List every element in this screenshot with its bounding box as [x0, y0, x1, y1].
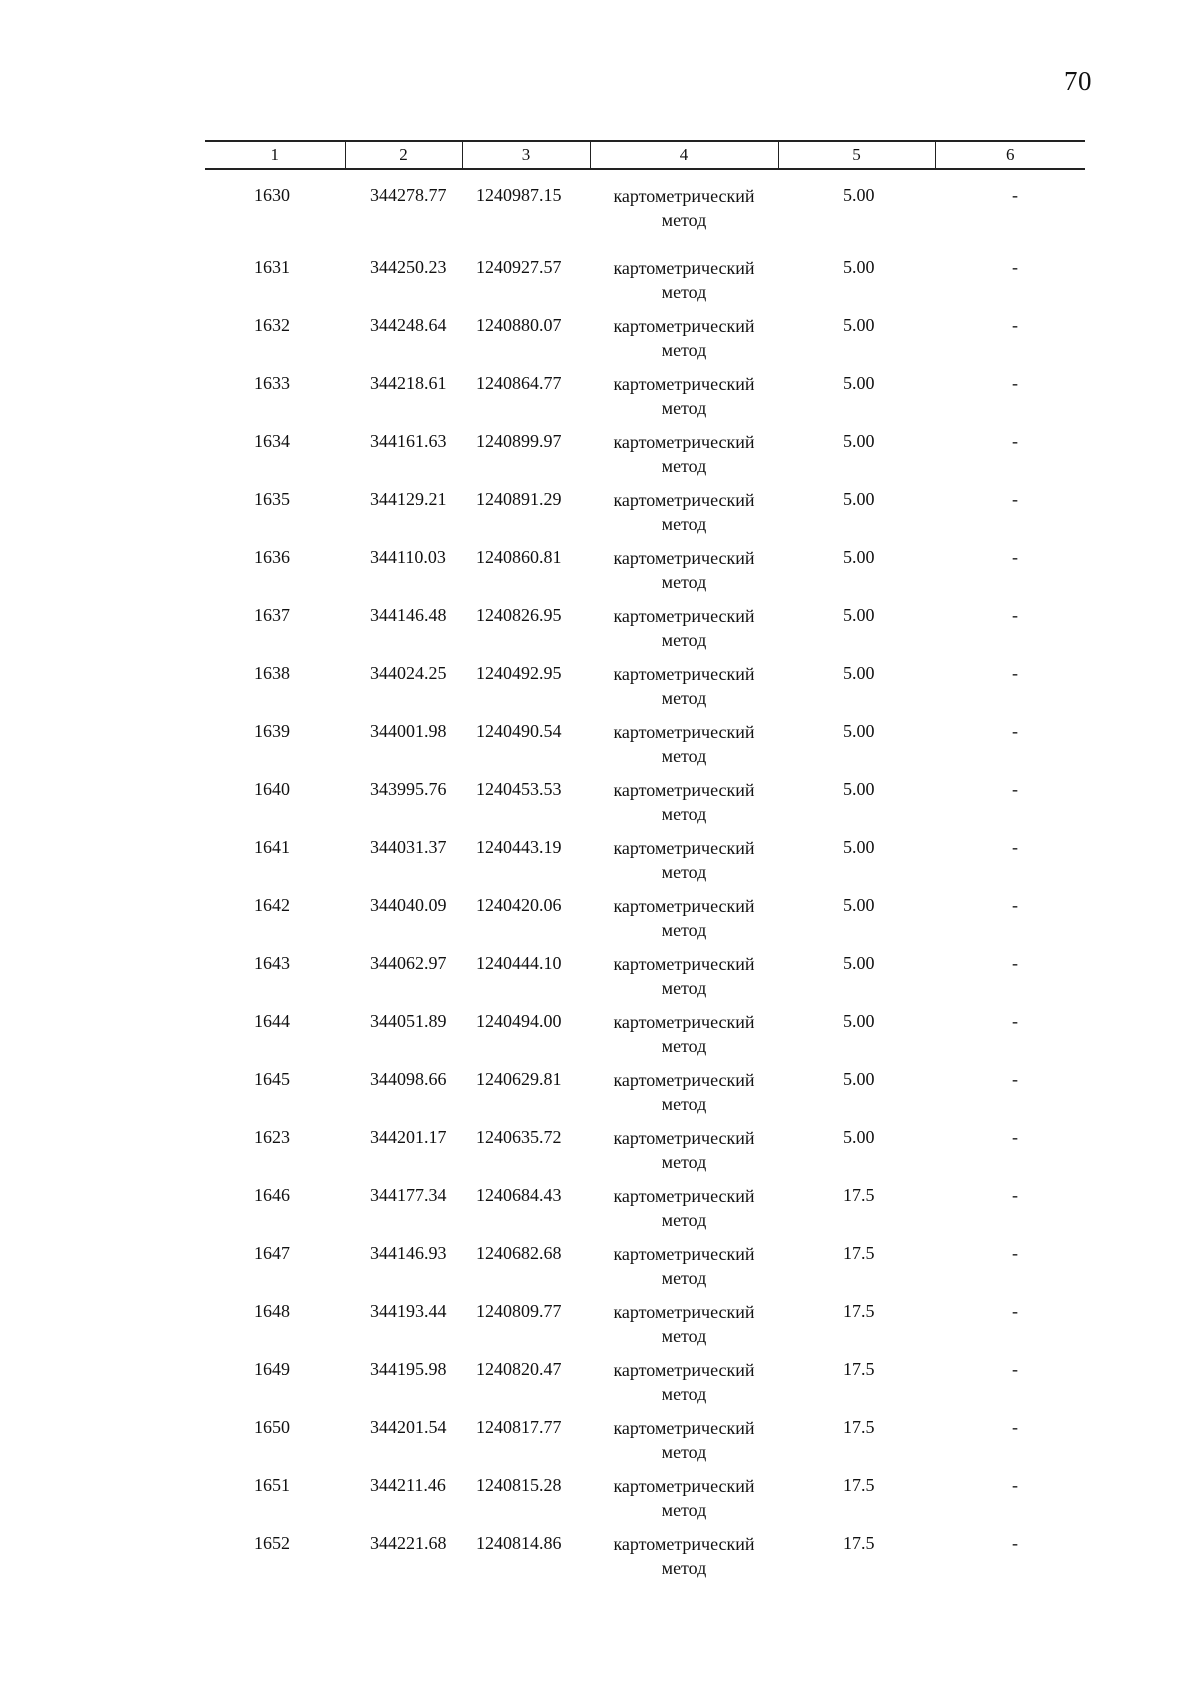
y-coordinate-cell: 1240682.68	[476, 1243, 562, 1263]
method-line-1: картометрический	[613, 896, 755, 916]
note-cell: -	[1012, 953, 1018, 973]
point-number-cell: 1645	[254, 1069, 290, 1089]
point-number-cell: 1630	[254, 185, 290, 205]
method-cell	[590, 720, 778, 778]
note-cell: -	[1012, 431, 1018, 451]
accuracy-cell: 5.00	[843, 663, 875, 683]
method-cell	[590, 1010, 778, 1068]
y-coordinate-cell: 1240443.19	[476, 837, 562, 857]
method-line-2: метод	[661, 340, 707, 360]
note-cell: -	[1012, 1533, 1018, 1553]
table-row	[205, 1126, 1085, 1184]
method-line-1: картометрический	[613, 1244, 755, 1264]
x-coordinate-cell: 344218.61	[370, 373, 447, 393]
table-row	[205, 1068, 1085, 1126]
table-row	[205, 169, 1085, 256]
method-line-1: картометрический	[613, 1012, 755, 1032]
y-coordinate-cell: 1240492.95	[476, 663, 562, 683]
y-coordinate-cell: 1240820.47	[476, 1359, 562, 1379]
x-coordinate-cell: 343995.76	[370, 779, 447, 799]
accuracy-cell: 5.00	[843, 895, 875, 915]
accuracy-cell: 5.00	[843, 1011, 875, 1031]
point-number-cell: 1633	[254, 373, 290, 393]
method-line-2: метод	[661, 514, 707, 534]
point-number-cell: 1635	[254, 489, 290, 509]
accuracy-cell: 5.00	[843, 1127, 875, 1147]
y-coordinate-cell: 1240490.54	[476, 721, 562, 741]
y-coordinate-cell: 1240826.95	[476, 605, 562, 625]
method-line-2: метод	[661, 688, 707, 708]
method-line-1: картометрический	[613, 258, 755, 278]
method-line-2: метод	[661, 1384, 707, 1404]
x-coordinate-cell: 344051.89	[370, 1011, 447, 1031]
method-line-2: метод	[661, 1442, 707, 1462]
accuracy-cell: 17.5	[843, 1417, 875, 1437]
y-coordinate-cell: 1240880.07	[476, 315, 562, 335]
method-cell	[590, 604, 778, 662]
note-cell: -	[1012, 1475, 1018, 1495]
column-header-6: 6	[935, 141, 1085, 169]
x-coordinate-cell: 344278.77	[370, 185, 447, 205]
accuracy-cell: 5.00	[843, 779, 875, 799]
method-line-1: картометрический	[613, 838, 755, 858]
x-coordinate-cell: 344146.93	[370, 1243, 447, 1263]
method-line-2: метод	[661, 746, 707, 766]
note-cell: -	[1012, 837, 1018, 857]
method-line-2: метод	[661, 978, 707, 998]
table-header	[205, 141, 1085, 169]
method-line-2: метод	[661, 1500, 707, 1520]
point-number-cell: 1642	[254, 895, 290, 915]
note-cell: -	[1012, 185, 1018, 205]
accuracy-cell: 5.00	[843, 1069, 875, 1089]
method-line-2: метод	[661, 456, 707, 476]
table-row	[205, 836, 1085, 894]
table-row	[205, 1010, 1085, 1068]
method-line-1: картометрический	[613, 316, 755, 336]
method-cell	[590, 662, 778, 720]
y-coordinate-cell: 1240814.86	[476, 1533, 562, 1553]
x-coordinate-cell: 344110.03	[370, 547, 446, 567]
coordinates-table	[205, 140, 1085, 1590]
table-row	[205, 1474, 1085, 1532]
method-line-2: метод	[661, 804, 707, 824]
point-number-cell: 1646	[254, 1185, 290, 1205]
method-line-1: картометрический	[613, 1476, 755, 1496]
method-line-2: метод	[661, 1152, 707, 1172]
y-coordinate-cell: 1240927.57	[476, 257, 562, 277]
method-cell	[590, 1242, 778, 1300]
column-header-2: 2	[345, 141, 462, 169]
method-cell	[590, 952, 778, 1010]
note-cell: -	[1012, 1417, 1018, 1437]
x-coordinate-cell: 344248.64	[370, 315, 447, 335]
point-number-cell: 1650	[254, 1417, 290, 1437]
note-cell: -	[1012, 605, 1018, 625]
point-number-cell: 1648	[254, 1301, 290, 1321]
method-cell	[590, 430, 778, 488]
method-cell	[590, 488, 778, 546]
method-line-1: картометрический	[613, 1534, 755, 1554]
method-line-1: картометрический	[613, 664, 755, 684]
accuracy-cell: 5.00	[843, 547, 875, 567]
x-coordinate-cell: 344040.09	[370, 895, 447, 915]
accuracy-cell: 17.5	[843, 1185, 875, 1205]
y-coordinate-cell: 1240684.43	[476, 1185, 562, 1205]
page-number: 70	[1064, 66, 1092, 96]
x-coordinate-cell: 344024.25	[370, 663, 447, 683]
method-line-1: картометрический	[613, 432, 755, 452]
x-coordinate-cell: 344161.63	[370, 431, 447, 451]
note-cell: -	[1012, 373, 1018, 393]
x-coordinate-cell: 344221.68	[370, 1533, 447, 1553]
y-coordinate-cell: 1240864.77	[476, 373, 562, 393]
method-cell	[590, 894, 778, 952]
y-coordinate-cell: 1240629.81	[476, 1069, 562, 1089]
column-header-1: 1	[205, 141, 345, 169]
column-header-3: 3	[462, 141, 590, 169]
method-line-1: картометрический	[613, 1070, 755, 1090]
note-cell: -	[1012, 1301, 1018, 1321]
x-coordinate-cell: 344201.17	[370, 1127, 447, 1147]
method-line-1: картометрический	[613, 1186, 755, 1206]
note-cell: -	[1012, 1127, 1018, 1147]
point-number-cell: 1632	[254, 315, 290, 335]
method-cell	[590, 314, 778, 372]
method-line-2: метод	[661, 1268, 707, 1288]
accuracy-cell: 5.00	[843, 489, 875, 509]
y-coordinate-cell: 1240635.72	[476, 1127, 562, 1147]
y-coordinate-cell: 1240817.77	[476, 1417, 562, 1437]
method-line-2: метод	[661, 920, 707, 940]
x-coordinate-cell: 344031.37	[370, 837, 447, 857]
y-coordinate-cell: 1240809.77	[476, 1301, 562, 1321]
y-coordinate-cell: 1240420.06	[476, 895, 562, 915]
y-coordinate-cell: 1240815.28	[476, 1475, 562, 1495]
header-row	[205, 141, 1085, 169]
x-coordinate-cell: 344250.23	[370, 257, 447, 277]
method-cell	[590, 546, 778, 604]
method-cell	[590, 256, 778, 314]
method-line-1: картометрический	[613, 1418, 755, 1438]
point-number-cell: 1634	[254, 431, 290, 451]
method-line-2: метод	[661, 398, 707, 418]
table-row	[205, 894, 1085, 952]
method-cell	[590, 836, 778, 894]
accuracy-cell: 17.5	[843, 1533, 875, 1553]
table-row	[205, 952, 1085, 1010]
point-number-cell: 1647	[254, 1243, 290, 1263]
point-number-cell: 1638	[254, 663, 290, 683]
point-number-cell: 1639	[254, 721, 290, 741]
method-line-1: картометрический	[613, 954, 755, 974]
note-cell: -	[1012, 1359, 1018, 1379]
accuracy-cell: 5.00	[843, 431, 875, 451]
y-coordinate-cell: 1240444.10	[476, 953, 562, 973]
accuracy-cell: 5.00	[843, 373, 875, 393]
x-coordinate-cell: 344098.66	[370, 1069, 447, 1089]
method-line-2: метод	[661, 210, 707, 230]
table-row	[205, 314, 1085, 372]
table-row	[205, 1358, 1085, 1416]
point-number-cell: 1637	[254, 605, 290, 625]
note-cell: -	[1012, 489, 1018, 509]
accuracy-cell: 5.00	[843, 315, 875, 335]
x-coordinate-cell: 344195.98	[370, 1359, 447, 1379]
point-number-cell: 1651	[254, 1475, 290, 1495]
method-line-1: картометрический	[613, 606, 755, 626]
note-cell: -	[1012, 1011, 1018, 1031]
method-line-2: метод	[661, 1094, 707, 1114]
method-cell	[590, 1358, 778, 1416]
y-coordinate-cell: 1240494.00	[476, 1011, 562, 1031]
method-line-2: метод	[661, 862, 707, 882]
method-line-1: картометрический	[613, 1128, 755, 1148]
table-row	[205, 604, 1085, 662]
table-row	[205, 662, 1085, 720]
x-coordinate-cell: 344146.48	[370, 605, 447, 625]
table-row	[205, 488, 1085, 546]
y-coordinate-cell: 1240899.97	[476, 431, 562, 451]
method-line-2: метод	[661, 1326, 707, 1346]
point-number-cell: 1652	[254, 1533, 290, 1553]
note-cell: -	[1012, 895, 1018, 915]
point-number-cell: 1631	[254, 257, 290, 277]
note-cell: -	[1012, 663, 1018, 683]
note-cell: -	[1012, 1069, 1018, 1089]
x-coordinate-cell: 344001.98	[370, 721, 447, 741]
method-cell	[590, 1068, 778, 1126]
y-coordinate-cell: 1240987.15	[476, 185, 562, 205]
y-coordinate-cell: 1240860.81	[476, 547, 562, 567]
method-cell	[590, 169, 778, 256]
method-cell	[590, 372, 778, 430]
accuracy-cell: 17.5	[843, 1359, 875, 1379]
point-number-cell: 1640	[254, 779, 290, 799]
note-cell: -	[1012, 547, 1018, 567]
note-cell: -	[1012, 721, 1018, 741]
table-row	[205, 546, 1085, 604]
method-line-1: картометрический	[613, 548, 755, 568]
table-row	[205, 1300, 1085, 1358]
accuracy-cell: 5.00	[843, 605, 875, 625]
x-coordinate-cell: 344211.46	[370, 1475, 446, 1495]
point-number-cell: 1623	[254, 1127, 290, 1147]
method-line-1: картометрический	[613, 780, 755, 800]
x-coordinate-cell: 344177.34	[370, 1185, 447, 1205]
accuracy-cell: 17.5	[843, 1475, 875, 1495]
method-line-2: метод	[661, 1210, 707, 1230]
accuracy-cell: 5.00	[843, 953, 875, 973]
accuracy-cell: 5.00	[843, 185, 875, 205]
method-cell	[590, 1126, 778, 1184]
note-cell: -	[1012, 1185, 1018, 1205]
method-line-1: картометрический	[613, 722, 755, 742]
method-line-1: картометрический	[613, 490, 755, 510]
accuracy-cell: 17.5	[843, 1243, 875, 1263]
accuracy-cell: 17.5	[843, 1301, 875, 1321]
accuracy-cell: 5.00	[843, 837, 875, 857]
accuracy-cell: 5.00	[843, 257, 875, 277]
method-cell	[590, 1300, 778, 1358]
method-cell	[590, 1474, 778, 1532]
point-number-cell: 1636	[254, 547, 290, 567]
x-coordinate-cell: 344193.44	[370, 1301, 447, 1321]
point-number-cell: 1649	[254, 1359, 290, 1379]
note-cell: -	[1012, 779, 1018, 799]
method-line-1: картометрический	[613, 1302, 755, 1322]
x-coordinate-cell: 344062.97	[370, 953, 447, 973]
method-line-1: картометрический	[613, 1360, 755, 1380]
point-number-cell: 1643	[254, 953, 290, 973]
table-row	[205, 1184, 1085, 1242]
accuracy-cell: 5.00	[843, 721, 875, 741]
table-row	[205, 256, 1085, 314]
y-coordinate-cell: 1240891.29	[476, 489, 562, 509]
y-coordinate-cell: 1240453.53	[476, 779, 562, 799]
method-line-2: метод	[661, 282, 707, 302]
table-body	[205, 169, 1085, 1590]
method-line-2: метод	[661, 572, 707, 592]
note-cell: -	[1012, 257, 1018, 277]
column-header-5: 5	[778, 141, 935, 169]
table-row	[205, 720, 1085, 778]
x-coordinate-cell: 344129.21	[370, 489, 447, 509]
point-number-cell: 1644	[254, 1011, 290, 1031]
column-header-4: 4	[590, 141, 778, 169]
method-cell	[590, 778, 778, 836]
table-row	[205, 1242, 1085, 1300]
table-row	[205, 1532, 1085, 1590]
table-row	[205, 778, 1085, 836]
method-line-2: метод	[661, 630, 707, 650]
method-line-2: метод	[661, 1036, 707, 1056]
method-cell	[590, 1532, 778, 1590]
method-cell	[590, 1184, 778, 1242]
method-line-1: картометрический	[613, 374, 755, 394]
x-coordinate-cell: 344201.54	[370, 1417, 447, 1437]
method-line-2: метод	[661, 1558, 707, 1578]
table-row	[205, 1416, 1085, 1474]
point-number-cell: 1641	[254, 837, 290, 857]
method-cell	[590, 1416, 778, 1474]
note-cell: -	[1012, 315, 1018, 335]
table-row	[205, 372, 1085, 430]
note-cell: -	[1012, 1243, 1018, 1263]
method-line-1: картометрический	[613, 186, 755, 206]
table-row	[205, 430, 1085, 488]
